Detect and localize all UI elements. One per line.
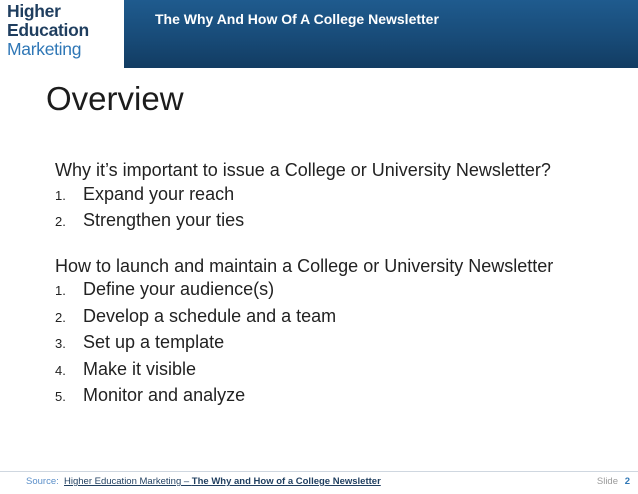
source-link-bold: The Why and How of a College Newsletter bbox=[191, 476, 381, 487]
section1-list bbox=[55, 182, 575, 235]
list-item bbox=[55, 277, 575, 304]
source-label: Source: bbox=[26, 476, 59, 487]
list-text: Monitor and analyze bbox=[83, 385, 246, 405]
list-item bbox=[55, 357, 575, 384]
list-number: 1. bbox=[55, 283, 66, 298]
list-number: 2. bbox=[55, 214, 66, 229]
list-text: Make it visible bbox=[83, 358, 197, 379]
section-spacer bbox=[55, 235, 575, 256]
logo bbox=[0, 0, 124, 68]
list-item bbox=[55, 208, 575, 235]
section2-list bbox=[55, 277, 575, 410]
section2-intro: How to launch and maintain a College or University Newsletter bbox=[55, 255, 554, 276]
list-item bbox=[55, 383, 575, 410]
list-item bbox=[55, 330, 575, 357]
slide-content bbox=[55, 160, 575, 410]
source-link[interactable] bbox=[64, 472, 381, 492]
list-text: Set up a template bbox=[83, 332, 225, 352]
slide-heading: Overview bbox=[46, 80, 184, 117]
source-link-plain: Higher Education Marketing – bbox=[64, 476, 192, 487]
list-item bbox=[55, 182, 575, 209]
list-number: 4. bbox=[55, 362, 66, 378]
list-text: Strengthen your ties bbox=[83, 210, 245, 230]
list-text: Develop a schedule and a team bbox=[83, 305, 337, 326]
header-title: The Why And How Of A College Newsletter bbox=[155, 11, 439, 27]
list-text: Define your audience(s) bbox=[83, 279, 275, 299]
section1-intro: Why it’s important to issue a College or University Newsletter? bbox=[55, 160, 551, 180]
list-number: 1. bbox=[55, 187, 66, 203]
logo-text-education: Education bbox=[7, 20, 89, 40]
list-text: Expand your reach bbox=[83, 183, 235, 204]
list-number: 2. bbox=[55, 309, 66, 325]
list-number: 5. bbox=[55, 389, 66, 404]
slide-header bbox=[0, 0, 638, 68]
slide-number: 2 bbox=[624, 476, 630, 487]
list-number: 3. bbox=[55, 336, 66, 351]
slide-label: Slide bbox=[596, 476, 618, 487]
list-item bbox=[55, 304, 575, 331]
logo-text-marketing: Marketing bbox=[7, 39, 82, 59]
logo-text-higher: Higher bbox=[7, 1, 61, 21]
slide-footer bbox=[0, 471, 638, 494]
